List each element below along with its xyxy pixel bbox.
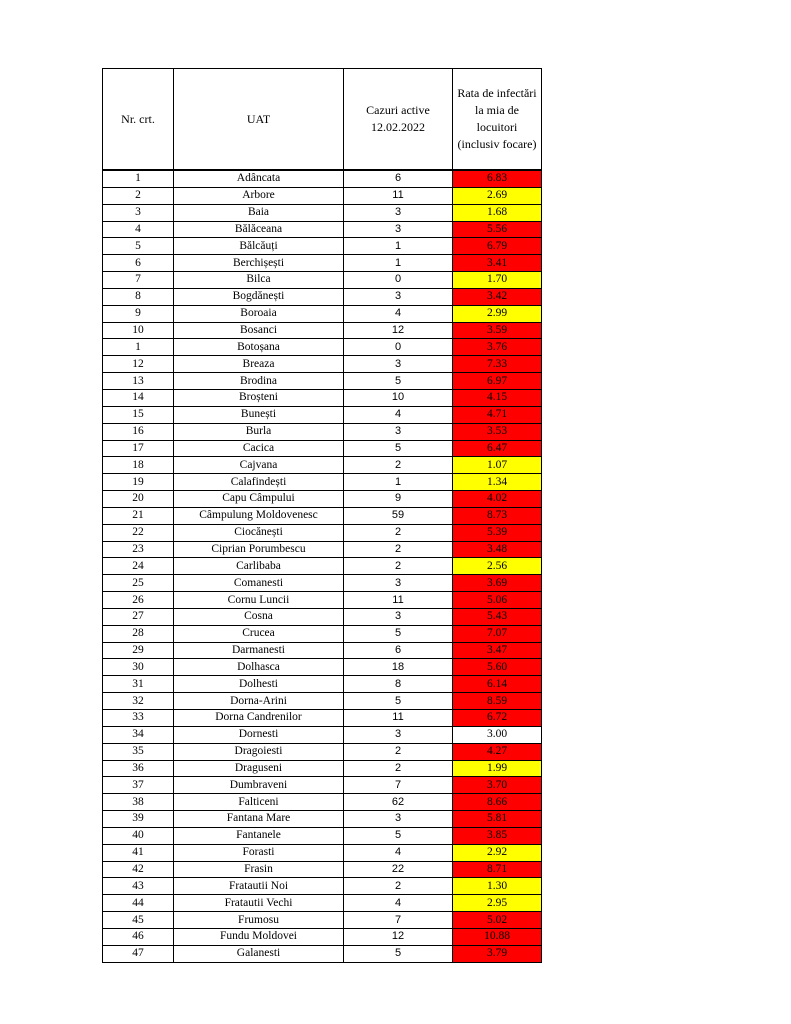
cell-cases: 62 <box>344 794 453 811</box>
cell-uat: Ciprian Porumbescu <box>174 541 344 558</box>
cell-cases: 1 <box>344 238 453 255</box>
cell-nr: 27 <box>103 608 174 625</box>
cell-rate: 1.34 <box>453 474 542 491</box>
cell-nr: 32 <box>103 693 174 710</box>
table-row <box>103 389 542 406</box>
table-row <box>103 322 542 339</box>
cell-cases: 22 <box>344 861 453 878</box>
cell-nr: 18 <box>103 457 174 474</box>
cell-uat: Breaza <box>174 356 344 373</box>
cell-cases: 10 <box>344 389 453 406</box>
cell-uat: Burla <box>174 423 344 440</box>
cell-uat: Ciocănești <box>174 524 344 541</box>
cell-uat: Fratautii Noi <box>174 878 344 895</box>
cell-cases: 11 <box>344 592 453 609</box>
cell-rate: 5.56 <box>453 221 542 238</box>
cell-cases: 5 <box>344 625 453 642</box>
cell-uat: Fantana Mare <box>174 811 344 828</box>
cell-cases: 4 <box>344 305 453 322</box>
cell-cases: 3 <box>344 811 453 828</box>
cell-uat: Bunești <box>174 406 344 423</box>
cell-nr: 10 <box>103 322 174 339</box>
cell-uat: Calafindești <box>174 474 344 491</box>
table-row <box>103 710 542 727</box>
cell-rate: 6.97 <box>453 373 542 390</box>
cell-rate: 4.27 <box>453 743 542 760</box>
cell-nr: 17 <box>103 440 174 457</box>
cell-nr: 30 <box>103 659 174 676</box>
cell-cases: 2 <box>344 743 453 760</box>
cell-cases: 11 <box>344 187 453 204</box>
cell-rate: 5.06 <box>453 592 542 609</box>
cell-cases: 5 <box>344 827 453 844</box>
table-row <box>103 827 542 844</box>
cell-uat: Fantanele <box>174 827 344 844</box>
table-row <box>103 558 542 575</box>
infection-rate-table <box>102 68 542 963</box>
cell-cases: 5 <box>344 693 453 710</box>
cell-cases: 12 <box>344 928 453 945</box>
cell-rate: 4.71 <box>453 406 542 423</box>
table-row <box>103 474 542 491</box>
cell-rate: 6.72 <box>453 710 542 727</box>
cell-cases: 1 <box>344 474 453 491</box>
cell-uat: Botoșana <box>174 339 344 356</box>
cell-rate: 6.83 <box>453 170 542 187</box>
cell-nr: 5 <box>103 238 174 255</box>
header-rate: Rata de infectări la mia de locuitori (inclusiv focare) <box>453 69 542 171</box>
cell-nr: 8 <box>103 288 174 305</box>
cell-rate: 3.79 <box>453 945 542 962</box>
cell-cases: 5 <box>344 945 453 962</box>
cell-nr: 40 <box>103 827 174 844</box>
table-row <box>103 406 542 423</box>
cell-nr: 3 <box>103 204 174 221</box>
cell-cases: 0 <box>344 339 453 356</box>
table-row <box>103 592 542 609</box>
cell-nr: 12 <box>103 356 174 373</box>
header-cases: Cazuri active 12.02.2022 <box>344 69 453 171</box>
cell-nr: 42 <box>103 861 174 878</box>
cell-rate: 3.70 <box>453 777 542 794</box>
cell-cases: 6 <box>344 170 453 187</box>
cell-cases: 3 <box>344 608 453 625</box>
cell-uat: Dolhasca <box>174 659 344 676</box>
cell-uat: Bogdănești <box>174 288 344 305</box>
cell-rate: 8.66 <box>453 794 542 811</box>
table-row <box>103 255 542 272</box>
cell-uat: Cosna <box>174 608 344 625</box>
cell-rate: 2.69 <box>453 187 542 204</box>
cell-rate: 1.68 <box>453 204 542 221</box>
cell-nr: 2 <box>103 187 174 204</box>
cell-cases: 2 <box>344 524 453 541</box>
cell-uat: Bălăceana <box>174 221 344 238</box>
cell-cases: 1 <box>344 255 453 272</box>
cell-cases: 0 <box>344 272 453 289</box>
cell-cases: 8 <box>344 676 453 693</box>
cell-rate: 1.70 <box>453 272 542 289</box>
table-row <box>103 912 542 929</box>
cell-cases: 4 <box>344 406 453 423</box>
cell-cases: 4 <box>344 844 453 861</box>
cell-rate: 5.02 <box>453 912 542 929</box>
table-row <box>103 491 542 508</box>
cell-cases: 9 <box>344 491 453 508</box>
cell-nr: 1 <box>103 170 174 187</box>
cell-nr: 19 <box>103 474 174 491</box>
header-nr: Nr. crt. <box>103 69 174 171</box>
cell-nr: 7 <box>103 272 174 289</box>
cell-cases: 7 <box>344 777 453 794</box>
cell-uat: Boroaia <box>174 305 344 322</box>
table-row <box>103 676 542 693</box>
cell-uat: Câmpulung Moldovenesc <box>174 507 344 524</box>
cell-nr: 29 <box>103 642 174 659</box>
cell-cases: 5 <box>344 440 453 457</box>
cell-rate: 2.92 <box>453 844 542 861</box>
cell-rate: 3.41 <box>453 255 542 272</box>
cell-cases: 12 <box>344 322 453 339</box>
table-row <box>103 373 542 390</box>
table-row <box>103 170 542 187</box>
cell-nr: 16 <box>103 423 174 440</box>
cell-uat: Adâncata <box>174 170 344 187</box>
table-row <box>103 895 542 912</box>
table-row <box>103 693 542 710</box>
cell-nr: 13 <box>103 373 174 390</box>
cell-cases: 11 <box>344 710 453 727</box>
cell-rate: 4.02 <box>453 491 542 508</box>
cell-uat: Forasti <box>174 844 344 861</box>
cell-cases: 3 <box>344 726 453 743</box>
cell-rate: 4.15 <box>453 389 542 406</box>
cell-uat: Capu Câmpului <box>174 491 344 508</box>
cell-uat: Cacica <box>174 440 344 457</box>
table-row <box>103 221 542 238</box>
table-row <box>103 272 542 289</box>
cell-uat: Frumosu <box>174 912 344 929</box>
cell-nr: 35 <box>103 743 174 760</box>
cell-uat: Crucea <box>174 625 344 642</box>
table-row <box>103 541 542 558</box>
cell-nr: 26 <box>103 592 174 609</box>
cell-uat: Darmanesti <box>174 642 344 659</box>
cell-rate: 8.73 <box>453 507 542 524</box>
cell-uat: Cajvana <box>174 457 344 474</box>
table-row <box>103 625 542 642</box>
cell-rate: 7.33 <box>453 356 542 373</box>
table-row <box>103 811 542 828</box>
table-row <box>103 204 542 221</box>
table-row <box>103 457 542 474</box>
cell-uat: Bălcăuți <box>174 238 344 255</box>
table-row <box>103 524 542 541</box>
table-body <box>103 170 542 962</box>
table-row <box>103 844 542 861</box>
cell-uat: Berchișești <box>174 255 344 272</box>
table-row <box>103 187 542 204</box>
cell-uat: Cornu Luncii <box>174 592 344 609</box>
cell-nr: 41 <box>103 844 174 861</box>
cell-rate: 3.76 <box>453 339 542 356</box>
table-row <box>103 945 542 962</box>
cell-rate: 6.14 <box>453 676 542 693</box>
cell-rate: 6.47 <box>453 440 542 457</box>
table-row <box>103 288 542 305</box>
cell-nr: 1 <box>103 339 174 356</box>
cell-uat: Baia <box>174 204 344 221</box>
cell-nr: 36 <box>103 760 174 777</box>
cell-nr: 25 <box>103 575 174 592</box>
cell-rate: 3.59 <box>453 322 542 339</box>
cell-nr: 44 <box>103 895 174 912</box>
cell-nr: 20 <box>103 491 174 508</box>
cell-rate: 8.71 <box>453 861 542 878</box>
cell-rate: 3.85 <box>453 827 542 844</box>
cell-nr: 14 <box>103 389 174 406</box>
cell-rate: 5.81 <box>453 811 542 828</box>
table-row <box>103 642 542 659</box>
cell-uat: Brodina <box>174 373 344 390</box>
cell-cases: 3 <box>344 423 453 440</box>
cell-rate: 3.42 <box>453 288 542 305</box>
cell-uat: Dornesti <box>174 726 344 743</box>
cell-nr: 28 <box>103 625 174 642</box>
table-row <box>103 743 542 760</box>
cell-nr: 15 <box>103 406 174 423</box>
cell-cases: 2 <box>344 457 453 474</box>
cell-cases: 18 <box>344 659 453 676</box>
cell-uat: Bilca <box>174 272 344 289</box>
cell-cases: 7 <box>344 912 453 929</box>
cell-uat: Fratautii Vechi <box>174 895 344 912</box>
cell-rate: 2.99 <box>453 305 542 322</box>
table-header-row <box>103 69 542 171</box>
cell-uat: Falticeni <box>174 794 344 811</box>
cell-uat: Dolhesti <box>174 676 344 693</box>
cell-rate: 7.07 <box>453 625 542 642</box>
cell-cases: 59 <box>344 507 453 524</box>
cell-cases: 3 <box>344 204 453 221</box>
cell-rate: 3.48 <box>453 541 542 558</box>
table-row <box>103 777 542 794</box>
table-row <box>103 760 542 777</box>
cell-uat: Carlibaba <box>174 558 344 575</box>
cell-cases: 3 <box>344 575 453 592</box>
table-row <box>103 726 542 743</box>
cell-nr: 34 <box>103 726 174 743</box>
cell-rate: 6.79 <box>453 238 542 255</box>
cell-rate: 5.60 <box>453 659 542 676</box>
cell-nr: 45 <box>103 912 174 929</box>
cell-rate: 2.95 <box>453 895 542 912</box>
cell-uat: Fundu Moldovei <box>174 928 344 945</box>
cell-cases: 3 <box>344 221 453 238</box>
cell-rate: 1.30 <box>453 878 542 895</box>
table-row <box>103 794 542 811</box>
table-row <box>103 507 542 524</box>
table-row <box>103 238 542 255</box>
cell-uat: Bosanci <box>174 322 344 339</box>
cell-nr: 4 <box>103 221 174 238</box>
cell-rate: 5.39 <box>453 524 542 541</box>
cell-uat: Dorna Candrenilor <box>174 710 344 727</box>
cell-cases: 3 <box>344 288 453 305</box>
cell-nr: 43 <box>103 878 174 895</box>
cell-uat: Dorna-Arini <box>174 693 344 710</box>
cell-uat: Frasin <box>174 861 344 878</box>
cell-uat: Broșteni <box>174 389 344 406</box>
cell-nr: 31 <box>103 676 174 693</box>
cell-nr: 37 <box>103 777 174 794</box>
table-row <box>103 928 542 945</box>
cell-rate: 1.99 <box>453 760 542 777</box>
cell-nr: 33 <box>103 710 174 727</box>
table-row <box>103 339 542 356</box>
cell-cases: 2 <box>344 760 453 777</box>
cell-nr: 47 <box>103 945 174 962</box>
cell-rate: 3.69 <box>453 575 542 592</box>
cell-rate: 2.56 <box>453 558 542 575</box>
table-row <box>103 575 542 592</box>
cell-nr: 46 <box>103 928 174 945</box>
cell-rate: 3.00 <box>453 726 542 743</box>
cell-rate: 1.07 <box>453 457 542 474</box>
cell-cases: 2 <box>344 878 453 895</box>
cell-uat: Dragoiesti <box>174 743 344 760</box>
cell-cases: 3 <box>344 356 453 373</box>
cell-cases: 4 <box>344 895 453 912</box>
table-row <box>103 440 542 457</box>
cell-uat: Draguseni <box>174 760 344 777</box>
cell-nr: 22 <box>103 524 174 541</box>
cell-rate: 8.59 <box>453 693 542 710</box>
cell-nr: 6 <box>103 255 174 272</box>
cell-cases: 2 <box>344 541 453 558</box>
cell-cases: 6 <box>344 642 453 659</box>
table-row <box>103 423 542 440</box>
cell-nr: 23 <box>103 541 174 558</box>
cell-cases: 2 <box>344 558 453 575</box>
table-row <box>103 305 542 322</box>
cell-uat: Dumbraveni <box>174 777 344 794</box>
cell-rate: 3.53 <box>453 423 542 440</box>
cell-uat: Galanesti <box>174 945 344 962</box>
cell-nr: 39 <box>103 811 174 828</box>
header-uat: UAT <box>174 69 344 171</box>
table-row <box>103 861 542 878</box>
cell-nr: 38 <box>103 794 174 811</box>
cell-cases: 5 <box>344 373 453 390</box>
cell-uat: Arbore <box>174 187 344 204</box>
cell-uat: Comanesti <box>174 575 344 592</box>
table-row <box>103 356 542 373</box>
cell-rate: 10.88 <box>453 928 542 945</box>
cell-nr: 21 <box>103 507 174 524</box>
cell-nr: 9 <box>103 305 174 322</box>
cell-nr: 24 <box>103 558 174 575</box>
table-row <box>103 608 542 625</box>
table-row <box>103 878 542 895</box>
table-row <box>103 659 542 676</box>
cell-rate: 3.47 <box>453 642 542 659</box>
cell-rate: 5.43 <box>453 608 542 625</box>
